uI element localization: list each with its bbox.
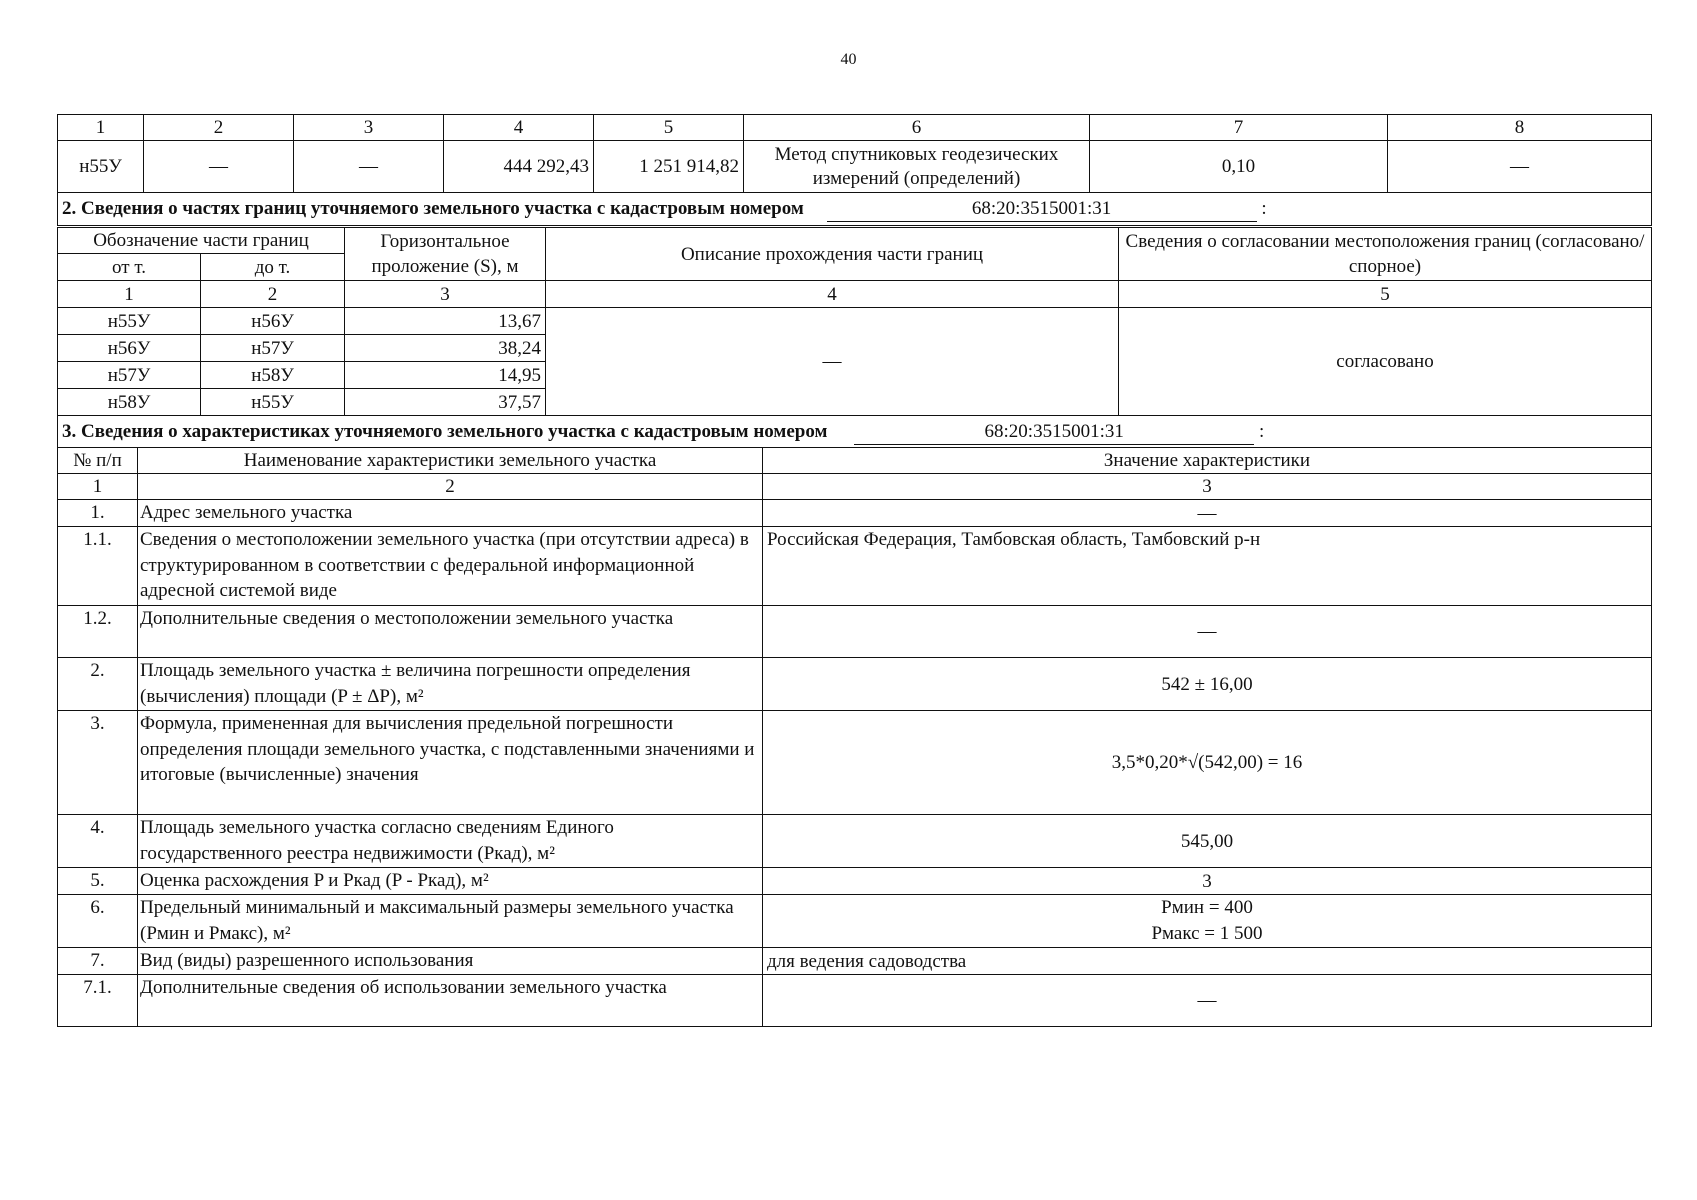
col-number: 5 xyxy=(1119,281,1652,308)
column-number-row xyxy=(58,474,1652,500)
cadastral-number: 68:20:3515001:31 xyxy=(827,196,1257,222)
characteristic-name: Сведения о местоположении земельного участка (при отсутствии адреса) в структурированном в соответствии с федеральной информационной адресной системой виде xyxy=(138,527,763,606)
colon: : xyxy=(1261,198,1267,219)
point-from: н56У xyxy=(58,335,201,362)
header-name: Наименование характеристики земельного участка xyxy=(138,448,763,474)
empty-dash: — xyxy=(1388,141,1652,193)
colon: : xyxy=(1258,420,1265,442)
col-number: 2 xyxy=(201,281,345,308)
header-agreement: Сведения о согласовании местоположения границ (согласовано/спорное) xyxy=(1119,228,1652,281)
coord-x: 444 292,43 xyxy=(444,141,594,193)
segment-length: 14,95 xyxy=(345,362,546,389)
table-row xyxy=(58,658,1652,711)
section-3-title: 3. Сведения о характеристиках уточняемого земельного участка с кадастровым номером xyxy=(62,420,828,442)
characteristic-name: Вид (виды) разрешенного использования xyxy=(138,948,763,975)
boundary-parts-table xyxy=(57,227,1652,448)
characteristic-name: Дополнительные сведения об использовании земельного участка xyxy=(138,975,763,1027)
column-number-row xyxy=(58,115,1652,141)
header-value: Значение характеристики xyxy=(763,448,1652,474)
table-row xyxy=(58,527,1652,606)
col-number: 8 xyxy=(1388,115,1652,141)
col-number: 4 xyxy=(546,281,1119,308)
col-number: 2 xyxy=(138,474,763,500)
point-name: н55У xyxy=(58,141,144,193)
characteristic-name: Формула, примененная для вычисления предельной погрешности определения площади земельного участка, с подставленными значениями и итоговые (вычисленные) значения xyxy=(138,711,763,815)
header-length: Горизонтальное проложение (S), м xyxy=(345,228,546,281)
col-number: 3 xyxy=(294,115,444,141)
section-heading-row xyxy=(58,416,1652,448)
coordinates-table xyxy=(57,114,1652,226)
coord-y: 1 251 914,82 xyxy=(594,141,744,193)
table-row xyxy=(58,711,1652,815)
header-from: от т. xyxy=(58,254,201,281)
cadastral-number: 68:20:3515001:31 xyxy=(854,419,1254,445)
table-row xyxy=(58,895,1652,948)
accuracy-value: 0,10 xyxy=(1090,141,1388,193)
section-heading-row xyxy=(58,193,1652,226)
column-number-row xyxy=(58,281,1652,308)
characteristic-value xyxy=(763,895,1652,948)
header-description: Описание прохождения части границ xyxy=(546,228,1119,281)
table-row xyxy=(58,868,1652,895)
header-to: до т. xyxy=(201,254,345,281)
segment-length: 37,57 xyxy=(345,389,546,416)
col-number: 4 xyxy=(444,115,594,141)
col-number: 2 xyxy=(144,115,294,141)
col-number: 6 xyxy=(744,115,1090,141)
min-size-value: Рмин = 400 xyxy=(1161,897,1253,918)
point-from: н57У xyxy=(58,362,201,389)
point-to: н56У xyxy=(201,308,345,335)
characteristic-value: — xyxy=(763,975,1652,1027)
characteristic-name: Площадь земельного участка согласно сведениям Единого государственного реестра недвижимости (Ркад), м² xyxy=(138,815,763,868)
characteristic-name: Адрес земельного участка xyxy=(138,500,763,527)
table-row xyxy=(58,975,1652,1027)
description-value: — xyxy=(546,308,1119,416)
characteristic-name: Оценка расхождения P и Ркад (P - Ркад), м² xyxy=(138,868,763,895)
col-number: 1 xyxy=(58,115,144,141)
characteristic-value: для ведения садоводства xyxy=(763,948,1652,975)
row-number: 1. xyxy=(58,500,138,527)
point-to: н55У xyxy=(201,389,345,416)
segment-length: 38,24 xyxy=(345,335,546,362)
segment-length: 13,67 xyxy=(345,308,546,335)
characteristic-name: Предельный минимальный и максимальный размеры земельного участка (Рмин и Рмакс), м² xyxy=(138,895,763,948)
characteristic-value: 3,5*0,20*√(542,00) = 16 xyxy=(763,711,1652,815)
point-to: н58У xyxy=(201,362,345,389)
row-number: 4. xyxy=(58,815,138,868)
table-row xyxy=(58,141,1652,193)
col-number: 1 xyxy=(58,281,201,308)
col-number: 3 xyxy=(763,474,1652,500)
characteristics-table xyxy=(57,447,1652,1027)
row-number: 7. xyxy=(58,948,138,975)
characteristic-value: Российская Федерация, Тамбовская область, Тамбовский р-н xyxy=(763,527,1652,606)
row-number: 1.2. xyxy=(58,606,138,658)
row-number: 5. xyxy=(58,868,138,895)
point-from: н55У xyxy=(58,308,201,335)
col-number: 7 xyxy=(1090,115,1388,141)
characteristic-name: Дополнительные сведения о местоположении земельного участка xyxy=(138,606,763,658)
characteristic-value: 542 ± 16,00 xyxy=(763,658,1652,711)
row-number: 1.1. xyxy=(58,527,138,606)
col-number: 1 xyxy=(58,474,138,500)
empty-dash: — xyxy=(144,141,294,193)
point-from: н58У xyxy=(58,389,201,416)
row-number: 2. xyxy=(58,658,138,711)
table-row xyxy=(58,815,1652,868)
characteristic-value: 545,00 xyxy=(763,815,1652,868)
col-number: 3 xyxy=(345,281,546,308)
table-row xyxy=(58,500,1652,527)
table-row xyxy=(58,948,1652,975)
characteristic-value: 3 xyxy=(763,868,1652,895)
header-num: № п/п xyxy=(58,448,138,474)
table-row xyxy=(58,606,1652,658)
method-text: Метод спутниковых геодезических измерений (определений) xyxy=(744,141,1090,193)
table-row xyxy=(58,308,1652,335)
row-number: 3. xyxy=(58,711,138,815)
page-number: 40 xyxy=(840,51,857,68)
header-part-designation: Обозначение части границ xyxy=(58,228,345,254)
col-number: 5 xyxy=(594,115,744,141)
characteristic-value: — xyxy=(763,500,1652,527)
section-2-title: 2. Сведения о частях границ уточняемого земельного участка с кадастровым номером xyxy=(62,198,804,219)
row-number: 7.1. xyxy=(58,975,138,1027)
point-to: н57У xyxy=(201,335,345,362)
empty-dash: — xyxy=(294,141,444,193)
characteristic-value: — xyxy=(763,606,1652,658)
row-number: 6. xyxy=(58,895,138,948)
max-size-value: Рмакс = 1 500 xyxy=(1151,923,1263,944)
agreement-value: согласовано xyxy=(1119,308,1652,416)
characteristic-name: Площадь земельного участка ± величина погрешности определения (вычисления) площади (P ± ΔP), м² xyxy=(138,658,763,711)
